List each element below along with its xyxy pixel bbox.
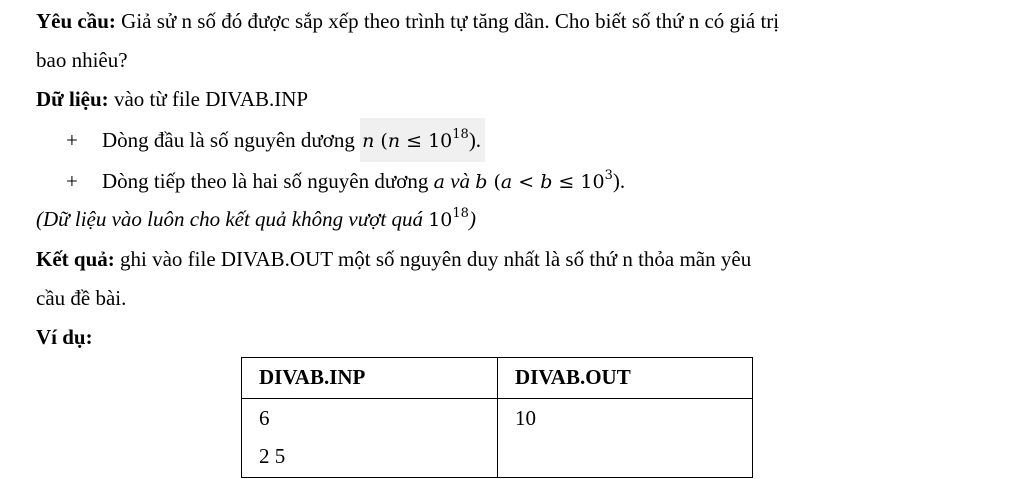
requirement-line-1 bbox=[36, 9, 779, 33]
requirement-text: Giả sử n số đó được sắp xếp theo trình tự tăng dần. Cho biết số thứ n có giá trị bbox=[115, 9, 780, 33]
math-lt: < bbox=[512, 171, 541, 193]
math-base: 10 bbox=[580, 171, 605, 193]
input-line-2: 2 5 bbox=[259, 444, 286, 468]
example-table bbox=[241, 357, 753, 478]
table-header-output: DIVAB.OUT bbox=[498, 358, 753, 399]
requirement-label: Yêu cầu: bbox=[36, 9, 116, 33]
note-exponent: 18 bbox=[452, 206, 469, 221]
output-section-line-1 bbox=[36, 247, 751, 271]
math-var-b: b bbox=[475, 171, 488, 193]
math-var-a-cond: a bbox=[500, 171, 513, 193]
output-section-line-2 bbox=[36, 286, 126, 310]
math-exponent: 18 bbox=[452, 127, 469, 142]
requirement-line-2 bbox=[36, 48, 128, 72]
output-label: Kết quả: bbox=[36, 247, 115, 271]
note-close: ) bbox=[468, 207, 476, 231]
math-close: ). bbox=[468, 128, 482, 152]
input-section-line bbox=[36, 87, 308, 111]
input-bullet-1 bbox=[66, 128, 485, 153]
note-text: (Dữ liệu vào luôn cho kết quả không vượt quá bbox=[36, 207, 429, 231]
output-text: ghi vào file DIVAB.OUT một số nguyên duy nhất là số thứ n thỏa mãn yêu bbox=[114, 247, 752, 271]
input-text: vào từ file DIVAB.INP bbox=[108, 87, 309, 111]
table-header-row bbox=[242, 358, 753, 399]
example-label: Ví dụ: bbox=[36, 325, 93, 349]
math-var-b-cond: b bbox=[540, 171, 553, 193]
math-le: ≤ bbox=[400, 130, 429, 152]
math-exponent: 3 bbox=[604, 168, 613, 183]
math-le: ≤ bbox=[552, 171, 581, 193]
math-var-n: n bbox=[362, 130, 375, 152]
table-cell-output bbox=[498, 399, 753, 478]
bullet-1-math bbox=[360, 118, 485, 162]
table-row bbox=[242, 399, 753, 478]
bullet-1-text: Dòng đầu là số nguyên dương bbox=[102, 128, 361, 152]
input-note bbox=[36, 207, 476, 232]
bullet-mark: + bbox=[66, 169, 78, 193]
output-text-continued: cầu đề bài. bbox=[36, 286, 127, 310]
math-close: ). bbox=[612, 169, 626, 193]
requirement-text-continued: bao nhiêu? bbox=[36, 48, 128, 72]
bullet-2-connector: và bbox=[444, 169, 476, 193]
math-paren-open: ( bbox=[487, 171, 501, 193]
input-line-1: 6 bbox=[259, 406, 270, 430]
math-var-n-cond: n bbox=[387, 130, 401, 152]
math-paren-open: ( bbox=[374, 130, 388, 152]
table-header-input: DIVAB.INP bbox=[242, 358, 498, 399]
math-var-a: a bbox=[433, 171, 445, 193]
input-bullet-2 bbox=[66, 169, 625, 194]
bullet-mark: + bbox=[66, 128, 78, 152]
math-base: 10 bbox=[428, 130, 453, 152]
table-cell-input bbox=[242, 399, 498, 478]
bullet-2-text: Dòng tiếp theo là hai số nguyên dương bbox=[102, 169, 434, 193]
output-line-1: 10 bbox=[515, 406, 536, 430]
input-label: Dữ liệu: bbox=[36, 87, 109, 111]
note-base: 10 bbox=[428, 209, 453, 231]
